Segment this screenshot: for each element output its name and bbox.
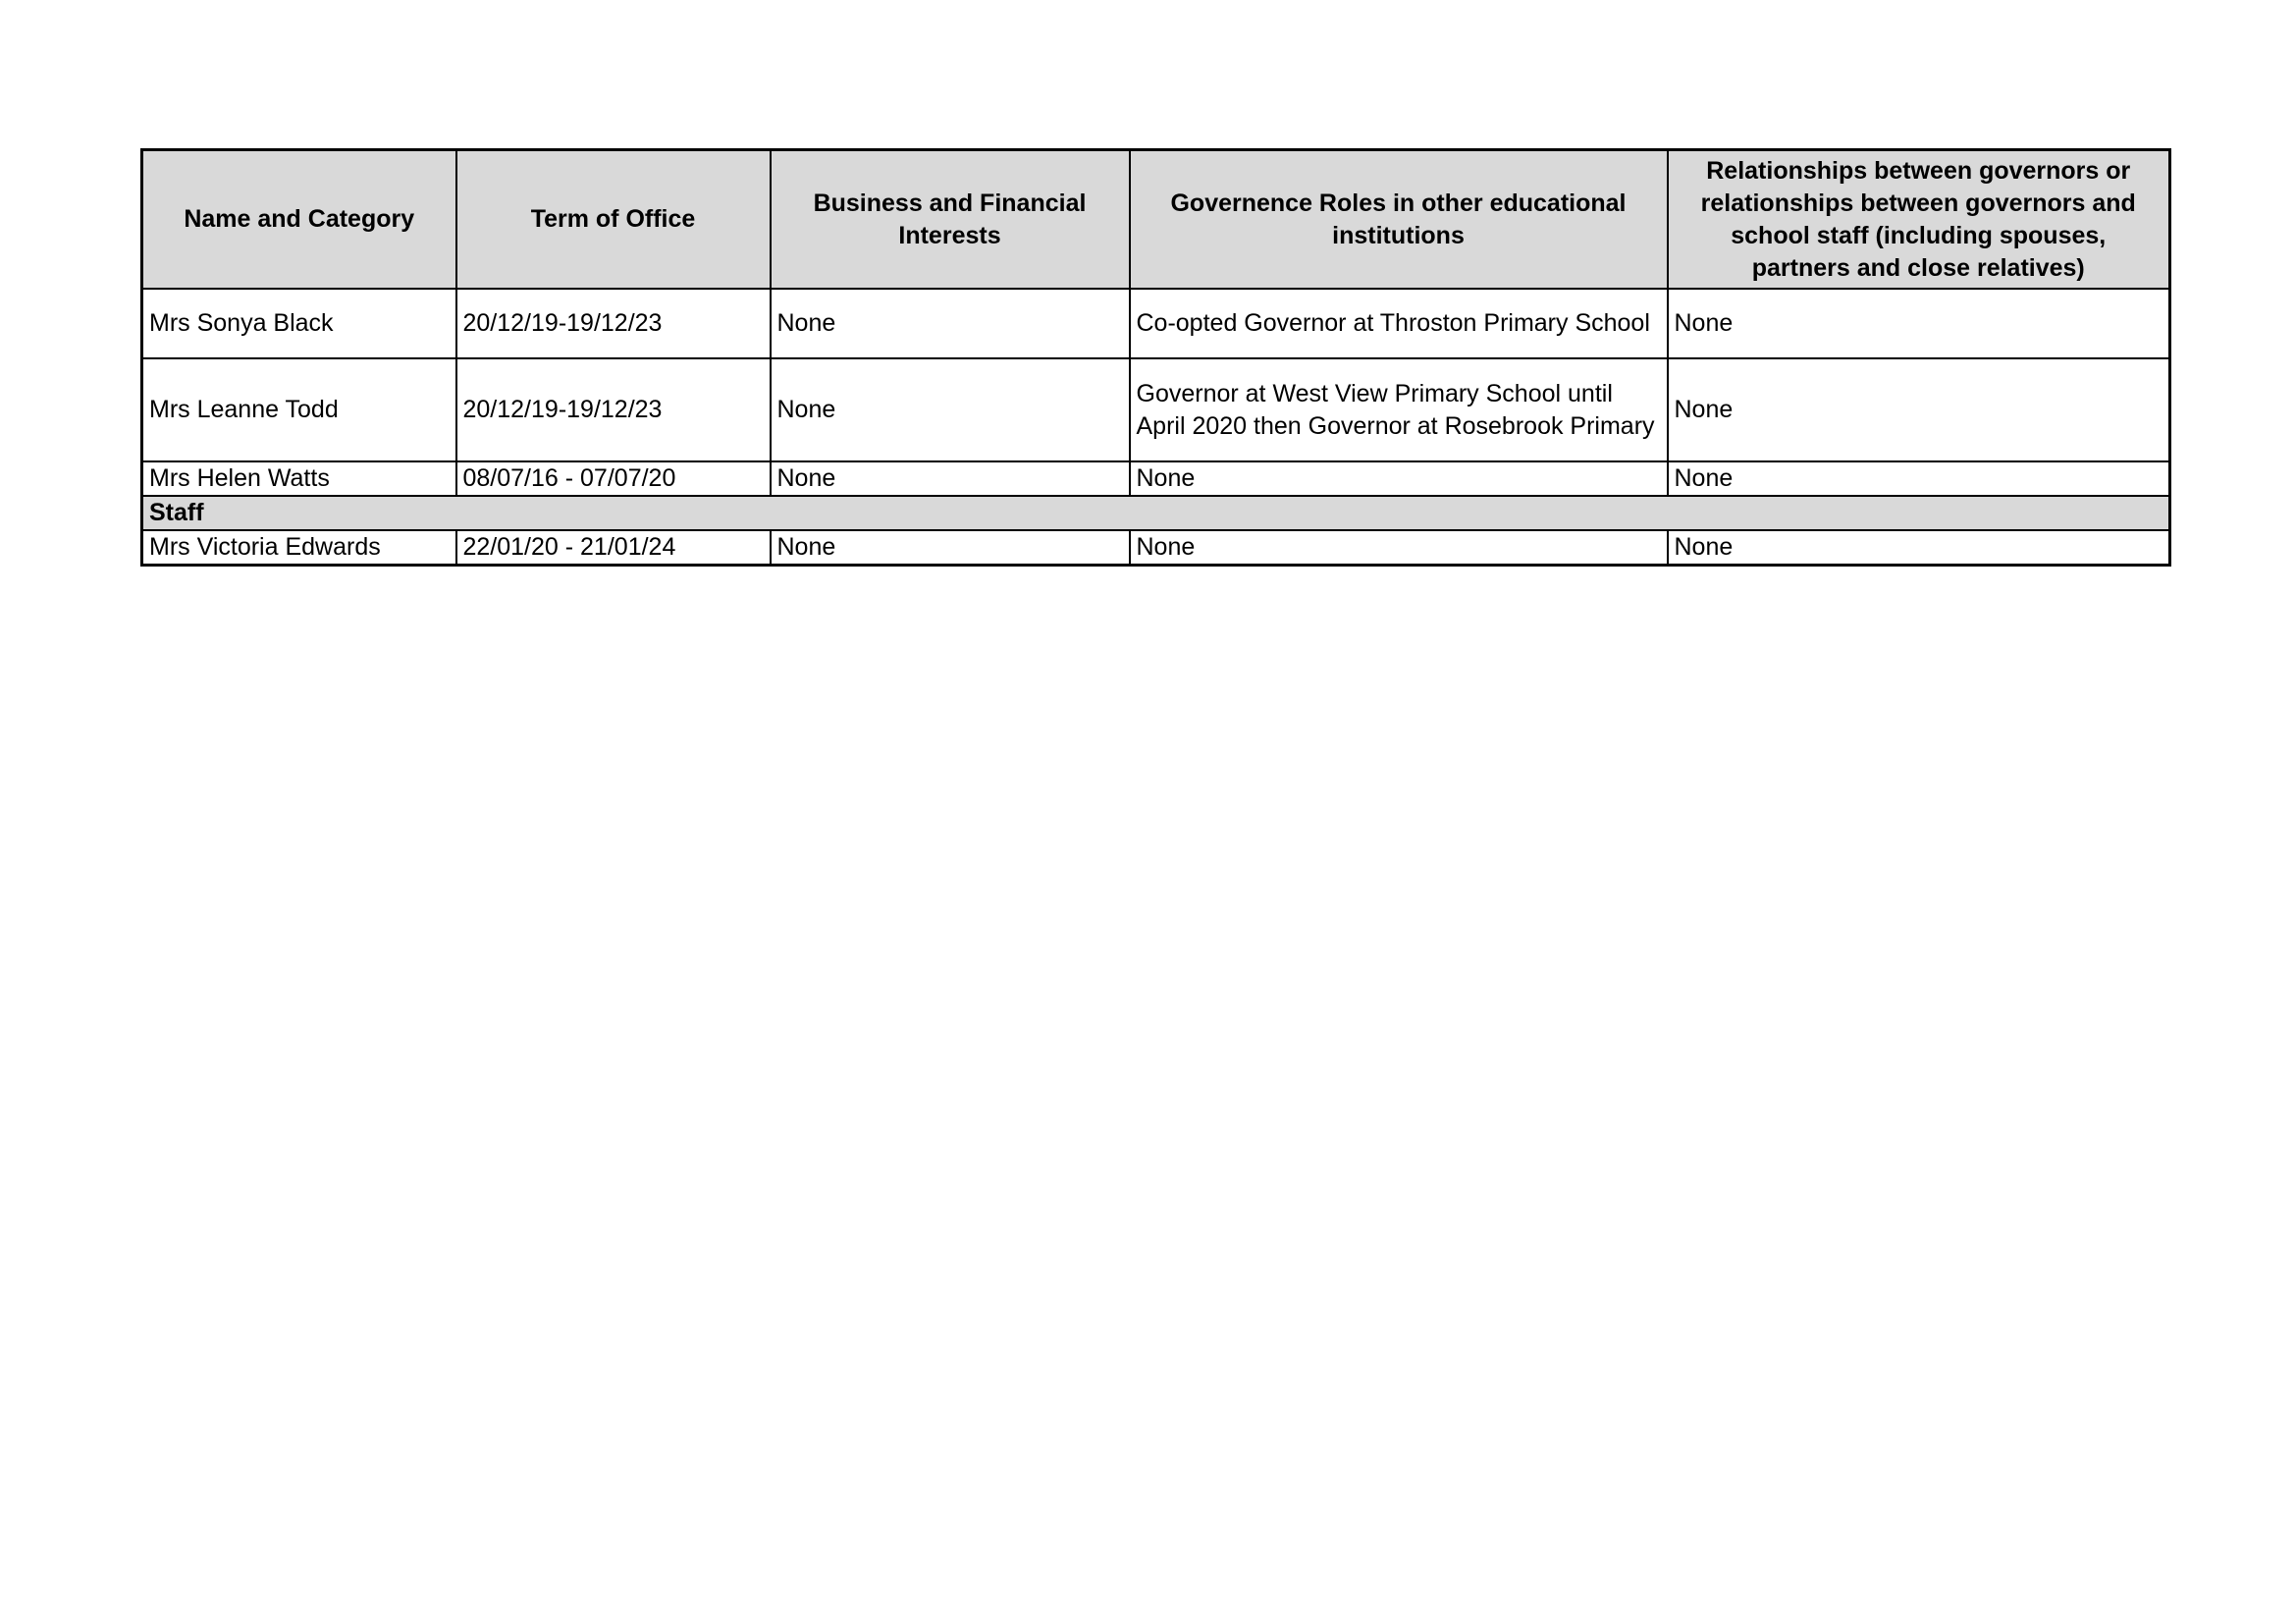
register-of-interests-table — [140, 148, 2171, 567]
table-row — [142, 289, 2170, 358]
cell-term: 22/01/20 - 21/01/24 — [456, 530, 771, 566]
header-relationships: Relationships between governors or relationships between governors and school staff (including spouses, partners and close relatives) — [1668, 150, 2170, 290]
cell-business: None — [771, 358, 1130, 461]
header-term-of-office: Term of Office — [456, 150, 771, 290]
cell-business: None — [771, 289, 1130, 358]
section-row-staff — [142, 496, 2170, 530]
cell-name: Mrs Sonya Black — [142, 289, 456, 358]
cell-governance: Governor at West View Primary School until April 2020 then Governor at Rosebrook Primary — [1130, 358, 1668, 461]
cell-business: None — [771, 461, 1130, 496]
section-label: Staff — [142, 496, 2170, 530]
table-row — [142, 530, 2170, 566]
cell-relationships: None — [1668, 461, 2170, 496]
cell-name: Mrs Helen Watts — [142, 461, 456, 496]
cell-governance: None — [1130, 530, 1668, 566]
header-business-financial-interests: Business and Financial Interests — [771, 150, 1130, 290]
table-row — [142, 358, 2170, 461]
header-row — [142, 150, 2170, 290]
cell-term: 20/12/19-19/12/23 — [456, 358, 771, 461]
header-governance-roles: Governence Roles in other educational institutions — [1130, 150, 1668, 290]
cell-name: Mrs Leanne Todd — [142, 358, 456, 461]
cell-term: 08/07/16 - 07/07/20 — [456, 461, 771, 496]
document-sheet — [140, 148, 2168, 567]
cell-governance: Co-opted Governor at Throston Primary School — [1130, 289, 1668, 358]
cell-governance: None — [1130, 461, 1668, 496]
cell-relationships: None — [1668, 358, 2170, 461]
cell-name: Mrs Victoria Edwards — [142, 530, 456, 566]
cell-relationships: None — [1668, 289, 2170, 358]
table-row — [142, 461, 2170, 496]
header-name-category: Name and Category — [142, 150, 456, 290]
cell-relationships: None — [1668, 530, 2170, 566]
cell-term: 20/12/19-19/12/23 — [456, 289, 771, 358]
cell-business: None — [771, 530, 1130, 566]
